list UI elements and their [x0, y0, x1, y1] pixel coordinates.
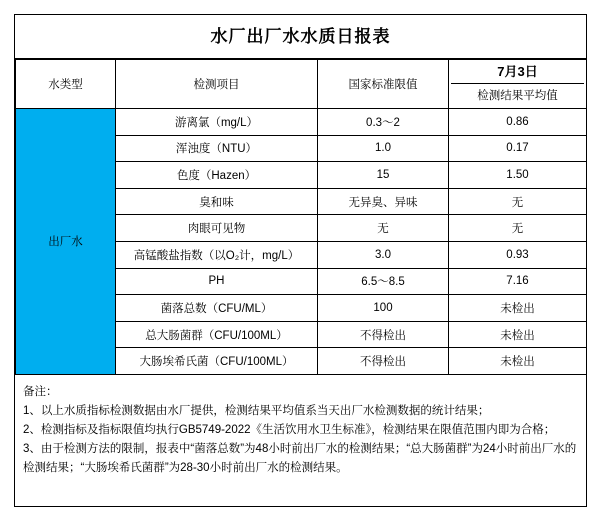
header-test-item: 检测项目	[116, 60, 318, 109]
report-frame	[14, 14, 587, 507]
notes-line-2: 2、检测指标及指标限值均执行GB5749-2022《生活饮用水卫生标准》，检测结果在限值范围内即为合格；	[23, 423, 556, 436]
water-quality-table	[15, 59, 587, 375]
standard-limit: 无异臭、异味	[318, 188, 449, 215]
test-item: 总大肠菌群（CFU/100ML）	[116, 321, 318, 348]
result-value: 未检出	[449, 348, 587, 375]
standard-limit: 6.5～8.5	[318, 268, 449, 295]
result-value: 未检出	[449, 321, 587, 348]
result-value: 0.86	[449, 109, 587, 136]
result-value: 无	[449, 215, 587, 242]
result-value: 1.50	[449, 162, 587, 189]
notes-line-3: 3、由于检测方法的限制，报表中“菌落总数”为48小时前出厂水的检测结果；“总大肠菌群”为24小时前出厂水的检测结果；“大肠埃希氏菌群”为28-30小时前出厂水的检测结果。	[23, 442, 577, 474]
header-date-group	[449, 60, 587, 109]
header-water-type: 水类型	[16, 60, 116, 109]
result-value: 0.93	[449, 241, 587, 268]
standard-limit: 15	[318, 162, 449, 189]
test-item: 色度（Hazen）	[116, 162, 318, 189]
test-item: 臭和味	[116, 188, 318, 215]
result-value: 无	[449, 188, 587, 215]
header-date: 7月3日	[451, 60, 584, 84]
result-value: 未检出	[449, 295, 587, 322]
table-row	[16, 109, 587, 136]
table-header-row	[16, 60, 587, 109]
test-item: 游离氯（mg/L）	[116, 109, 318, 136]
notes-section	[15, 375, 586, 484]
standard-limit: 3.0	[318, 241, 449, 268]
test-item: 菌落总数（CFU/ML）	[116, 295, 318, 322]
standard-limit: 1.0	[318, 135, 449, 162]
test-item: 浑浊度（NTU）	[116, 135, 318, 162]
result-value: 7.16	[449, 268, 587, 295]
notes-line-1: 1、以上水质指标检测数据由水厂提供，检测结果平均值系当天出厂水检测数据的统计结果；	[23, 404, 490, 417]
standard-limit: 100	[318, 295, 449, 322]
page-title: 水厂出厂水水质日报表	[15, 15, 586, 59]
notes-heading: 备注：	[23, 385, 58, 398]
standard-limit: 无	[318, 215, 449, 242]
header-result-average: 检测结果平均值	[477, 90, 558, 102]
test-item: 高锰酸盐指数（以O₂计，mg/L）	[116, 241, 318, 268]
result-value: 0.17	[449, 135, 587, 162]
standard-limit: 0.3～2	[318, 109, 449, 136]
header-standard-limit: 国家标准限值	[318, 60, 449, 109]
test-item: 肉眼可见物	[116, 215, 318, 242]
test-item: PH	[116, 268, 318, 295]
standard-limit: 不得检出	[318, 348, 449, 375]
test-item: 大肠埃希氏菌（CFU/100ML）	[116, 348, 318, 375]
water-type-value: 出厂水	[16, 109, 116, 375]
standard-limit: 不得检出	[318, 321, 449, 348]
